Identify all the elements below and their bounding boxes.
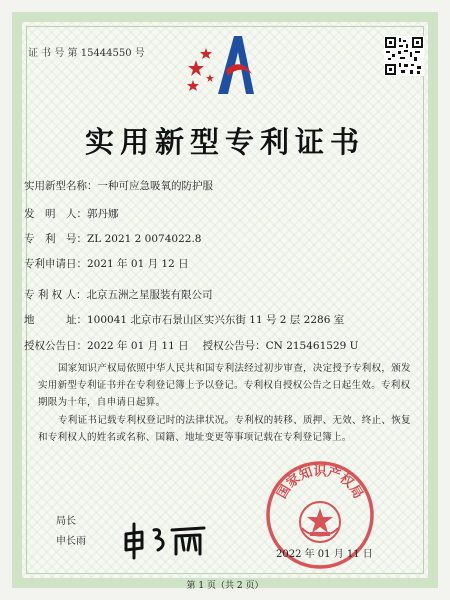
certificate-number: 证 书 号 第 15444550 号 xyxy=(28,48,145,59)
director-title: 局长 xyxy=(56,516,76,527)
svg-text:国家知识产权局: 国家知识产权局 xyxy=(274,464,366,502)
field-inventor: 发 明 人：郭丹娜 xyxy=(24,208,119,220)
page-number: 第 1 页（共 2 页） xyxy=(186,581,264,591)
statement-paragraph-2: 专利证书记载专利权登记时的法律状况。专利权的转移、质押、无效、终止、恢复和专利权人的姓名或名称、国籍、地址变更等事项记载在专利登记簿上。 xyxy=(38,415,411,443)
field-utility-model-name: 实用新型名称：一种可应急吸氧的防护服 xyxy=(24,180,213,192)
field-address: 地 址：100041 北京市石景山区实兴东街 11 号 2 层 2286 室 xyxy=(24,314,345,326)
field-patentee: 专 利 权 人：北京五洲之星服装有限公司 xyxy=(24,289,213,301)
qr-code xyxy=(384,36,424,76)
field-grant-info: 授权公告日：2022 年 01 月 11 日 授权公告号：CN 215461529 U xyxy=(24,340,359,352)
field-application-date: 专利申请日：2021 年 01 月 12 日 xyxy=(24,258,189,270)
director-name: 申长雨 xyxy=(56,536,86,547)
statement-paragraph-1: 国家知识产权局依照中华人民共和国专利法经过初步审查，决定授予专利权，颁发实用新型专利证书并在专利登记簿上予以登记。专利权自授权公告之日起生效。专利权期限为十年，自申请日起算。 xyxy=(38,363,411,408)
director-signature xyxy=(120,520,210,560)
page-title: 实用新型专利证书 xyxy=(84,125,365,159)
cnipa-logo-icon xyxy=(180,30,260,100)
seal-date: 2022 年 01 月 11 日 xyxy=(276,549,373,560)
field-patent-number: 专 利 号：ZL 2021 2 0074022.8 xyxy=(24,233,202,245)
